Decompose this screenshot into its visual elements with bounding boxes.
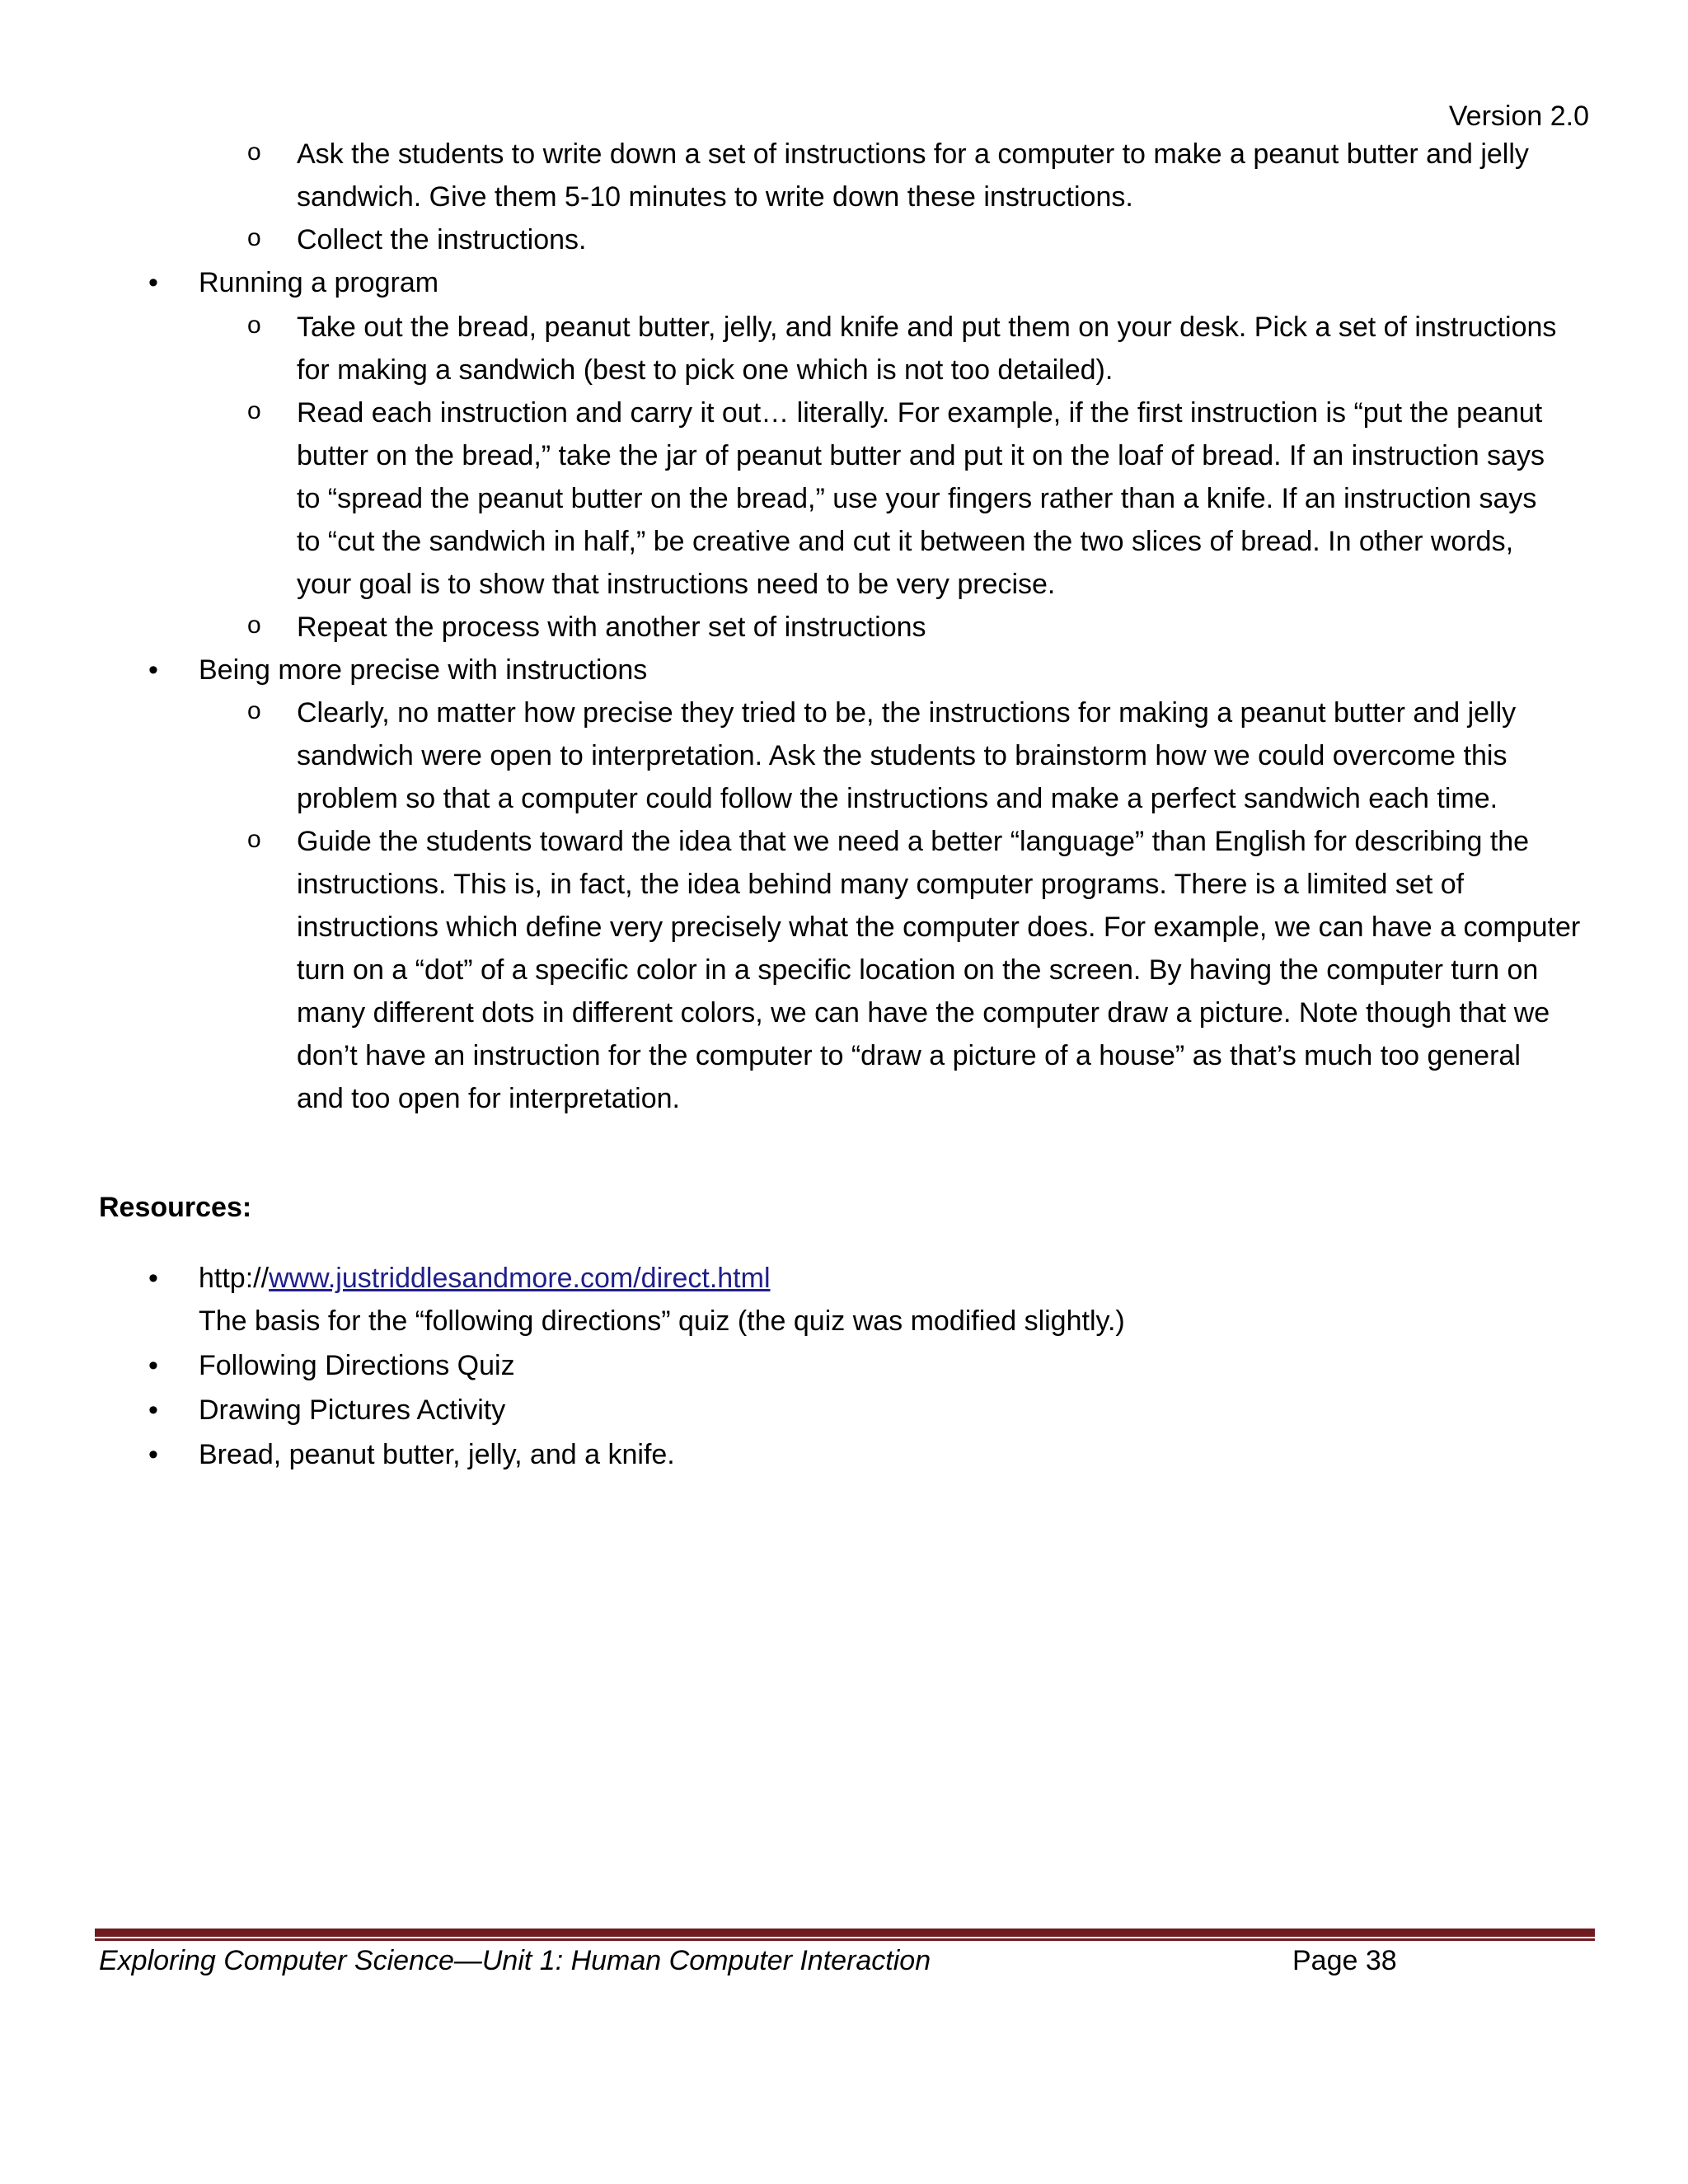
footer-rule-thin xyxy=(95,1938,1595,1941)
resource-item: Bread, peanut butter, jelly, and a knife. xyxy=(199,1439,675,1470)
resource-link-line xyxy=(199,1263,771,1295)
list-item-line: your goal is to show that instructions need to be very precise. xyxy=(297,569,1056,600)
version-label: Version 2.0 xyxy=(1448,101,1589,132)
hollow-circle-icon: o xyxy=(247,224,261,251)
filled-bullet-icon: • xyxy=(148,654,158,686)
filled-bullet-icon: • xyxy=(148,1350,158,1381)
list-item-line: Repeat the process with another set of instructions xyxy=(297,612,926,643)
list-item-line: for making a sandwich (best to pick one which is not too detailed). xyxy=(297,354,1114,386)
footer-title: Exploring Computer Science—Unit 1: Human Computer Interaction xyxy=(99,1945,931,1976)
filled-bullet-icon: • xyxy=(148,1263,158,1294)
list-item-line: don’t have an instruction for the computer to “draw a picture of a house” as that’s much too general xyxy=(297,1040,1521,1071)
list-item-line: instructions. This is, in fact, the idea behind many computer programs. There is a limited set of xyxy=(297,869,1465,900)
link-prefix: http:// xyxy=(199,1263,270,1294)
list-item-line: problem so that a computer could follow the instructions and make a perfect sandwich each time. xyxy=(297,783,1498,814)
resource-link[interactable]: www.justriddlesandmore.com/direct.html xyxy=(269,1263,771,1294)
hollow-circle-icon: o xyxy=(247,397,261,424)
list-item-line: sandwich were open to interpretation. Ask the students to brainstorm how we could overcome this xyxy=(297,740,1507,771)
list-item-line: Ask the students to write down a set of instructions for a computer to make a peanut butter and jelly xyxy=(297,138,1529,170)
list-item-line: Read each instruction and carry it out… literally. For example, if the first instruction is “put the peanut xyxy=(297,397,1543,429)
section-title-precise: Being more precise with instructions xyxy=(199,654,648,686)
filled-bullet-icon: • xyxy=(148,1439,158,1470)
list-item-line: and too open for interpretation. xyxy=(297,1083,680,1114)
list-item-line: Take out the bread, peanut butter, jelly, and knife and put them on your desk. Pick a set of instructions xyxy=(297,312,1557,343)
resource-link-note: The basis for the “following directions” quiz (the quiz was modified slightly.) xyxy=(199,1305,1125,1337)
resource-item: Drawing Pictures Activity xyxy=(199,1394,506,1426)
list-item-line: Guide the students toward the idea that we need a better “language” than English for describing the xyxy=(297,826,1530,857)
list-item-line: many different dots in different colors, we can have the computer draw a picture. Note though that we xyxy=(297,997,1550,1029)
list-item-line: turn on a “dot” of a specific color in a specific location on the screen. By having the computer turn on xyxy=(297,954,1539,986)
list-item-line: Clearly, no matter how precise they tried to be, the instructions for making a peanut butter and jelly xyxy=(297,697,1517,729)
hollow-circle-icon: o xyxy=(247,138,261,166)
hollow-circle-icon: o xyxy=(247,697,261,724)
hollow-circle-icon: o xyxy=(247,312,261,339)
list-item-line: sandwich. Give them 5-10 minutes to write down these instructions. xyxy=(297,181,1133,213)
resource-item: Following Directions Quiz xyxy=(199,1350,515,1381)
list-item-line: Collect the instructions. xyxy=(297,224,587,255)
hollow-circle-icon: o xyxy=(247,612,261,639)
list-item-line: to “spread the peanut butter on the bread,” use your fingers rather than a knife. If an instruction says xyxy=(297,483,1537,514)
footer-rule-thick xyxy=(95,1929,1595,1937)
filled-bullet-icon: • xyxy=(148,1394,158,1426)
page-number: Page 38 xyxy=(1292,1945,1397,1976)
list-item-line: to “cut the sandwich in half,” be creative and cut it between the two slices of bread. In other words, xyxy=(297,526,1514,557)
resources-heading: Resources: xyxy=(99,1192,252,1223)
section-title-running: Running a program xyxy=(199,267,439,298)
list-item-line: instructions which define very precisely what the computer does. For example, we can have a computer xyxy=(297,912,1581,943)
hollow-circle-icon: o xyxy=(247,826,261,853)
list-item-line: butter on the bread,” take the jar of peanut butter and put it on the loaf of bread. If an instruction says xyxy=(297,440,1545,471)
filled-bullet-icon: • xyxy=(148,267,158,298)
